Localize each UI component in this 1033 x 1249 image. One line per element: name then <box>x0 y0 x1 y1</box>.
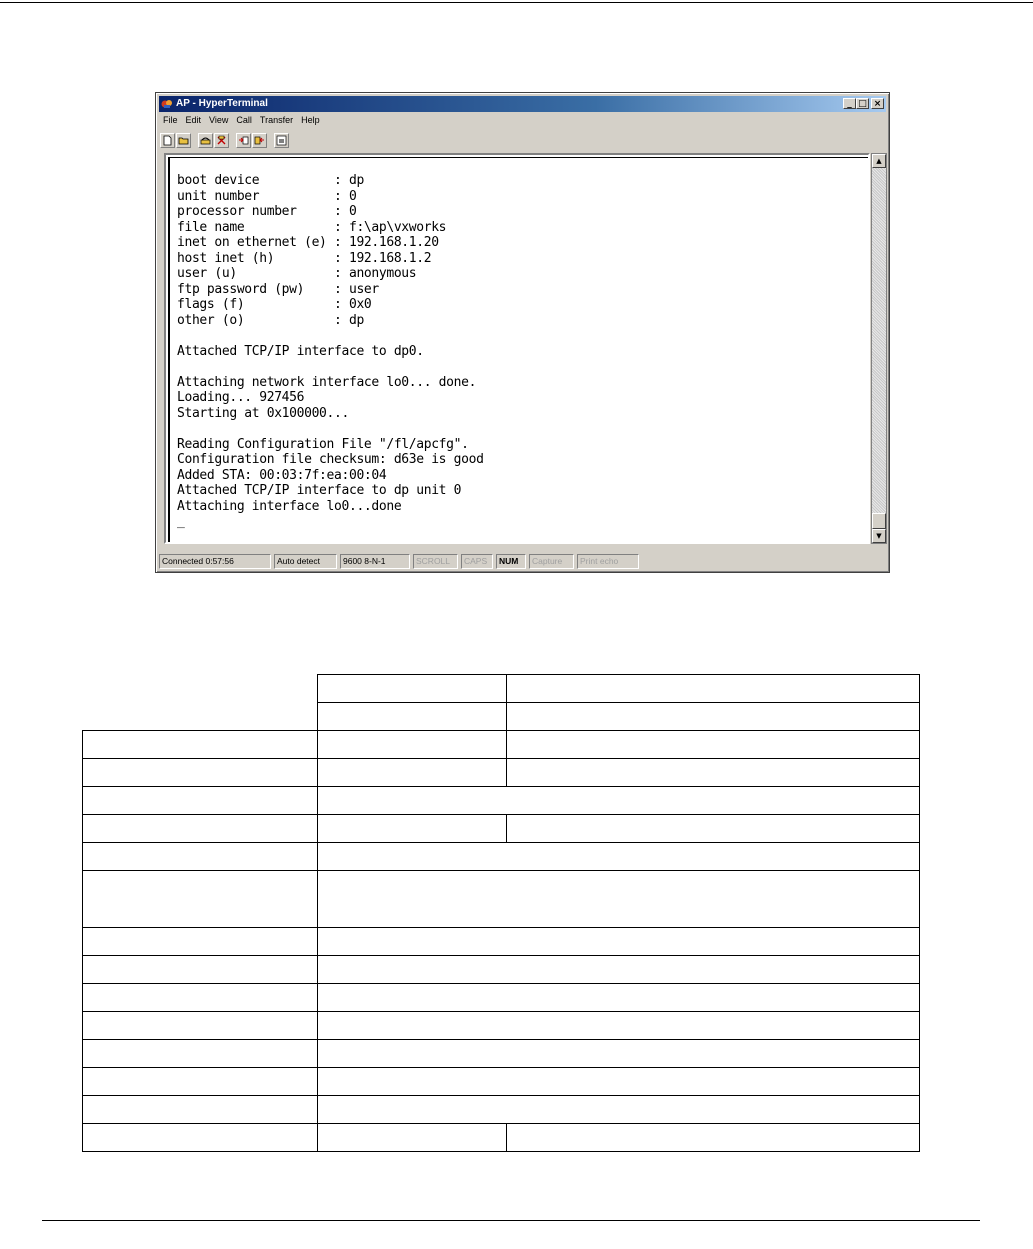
table-row <box>83 843 920 871</box>
table-cell <box>507 703 920 731</box>
terminal-line: inet on ethernet (e) : 192.168.1.20 <box>177 235 439 250</box>
table-cell <box>83 956 318 984</box>
table-cell <box>318 731 507 759</box>
terminal-line: Starting at 0x100000... <box>177 405 349 421</box>
dial-icon[interactable] <box>198 133 213 148</box>
table-cell <box>318 787 920 815</box>
terminal-line: host inet (h) : 192.168.1.2 <box>177 250 432 266</box>
menu-edit[interactable]: Edit <box>185 115 202 125</box>
table-cell <box>507 759 920 787</box>
status-num: NUM <box>496 554 526 569</box>
menu-file[interactable]: File <box>163 115 178 125</box>
table-cell <box>318 984 920 1012</box>
table-row <box>83 984 920 1012</box>
send-icon[interactable] <box>236 133 251 148</box>
terminal-line: Reading Configuration File "/fl/apcfg". <box>177 436 469 452</box>
title-bar[interactable] <box>159 96 886 112</box>
close-icon[interactable]: × <box>871 98 884 109</box>
table-cell <box>83 843 318 871</box>
terminal-line: ftp password (pw) : user <box>177 281 379 297</box>
terminal-line: Attaching interface lo0...done <box>177 498 402 514</box>
table-cell <box>318 1040 920 1068</box>
table-row <box>83 871 920 928</box>
table-row <box>83 815 920 843</box>
table-row <box>83 1040 920 1068</box>
menu-view[interactable]: View <box>209 115 229 125</box>
terminal-line: _ <box>177 514 185 529</box>
terminal-line: other (o) : dp <box>177 312 364 328</box>
status-capture: Capture <box>529 554 574 569</box>
table-cell <box>83 1068 318 1096</box>
table-cell <box>318 956 920 984</box>
table-cell <box>83 871 318 928</box>
open-icon[interactable] <box>176 133 191 148</box>
menu-bar <box>160 113 321 127</box>
scroll-up-icon[interactable]: ▲ <box>872 154 886 168</box>
table-cell <box>318 871 920 928</box>
table-cell <box>318 1096 920 1124</box>
table-cell <box>318 759 507 787</box>
terminal-line: flags (f) : 0x0 <box>177 297 372 312</box>
table-cell <box>83 1040 318 1068</box>
table-cell <box>83 928 318 956</box>
terminal-line: Attached TCP/IP interface to dp unit 0 <box>177 483 462 498</box>
window-title: AP - HyperTerminal <box>176 98 268 109</box>
terminal-line: unit number : 0 <box>177 188 357 204</box>
table-cell <box>83 787 318 815</box>
terminal-output <box>177 173 484 530</box>
table-row <box>83 703 920 731</box>
table-cell <box>318 928 920 956</box>
hyperterminal-icon <box>161 98 173 110</box>
table-cell <box>318 675 507 703</box>
table-cell <box>507 1124 920 1152</box>
terminal-screen[interactable] <box>164 153 870 544</box>
table-cell <box>83 731 318 759</box>
table-cell <box>83 1124 318 1152</box>
table-cell <box>318 1124 507 1152</box>
table-cell <box>318 815 507 843</box>
properties-icon[interactable] <box>274 133 289 148</box>
menu-help[interactable]: Help <box>301 115 320 125</box>
table-cell <box>318 1012 920 1040</box>
menu-transfer[interactable]: Transfer <box>259 115 294 125</box>
scroll-thumb[interactable] <box>872 513 886 529</box>
terminal-line: Configuration file checksum: d63e is good <box>177 452 484 467</box>
minimize-icon[interactable]: _ <box>843 98 856 109</box>
table-row <box>83 731 920 759</box>
status-bar <box>159 554 886 569</box>
terminal-line: Added STA: 00:03:7f:ea:00:04 <box>177 467 387 483</box>
status-connected: Connected 0:57:56 <box>159 554 271 569</box>
table-row <box>83 1068 920 1096</box>
table-cell <box>83 984 318 1012</box>
table-cell <box>83 759 318 787</box>
table-cell <box>507 815 920 843</box>
table-row <box>83 1012 920 1040</box>
table-cell <box>318 703 507 731</box>
status-print-echo: Print echo <box>577 554 639 569</box>
terminal-line: boot device : dp <box>177 173 364 188</box>
table-cell <box>318 1068 920 1096</box>
table-cell <box>83 815 318 843</box>
table-cell <box>318 843 920 871</box>
table-cell <box>507 731 920 759</box>
table-row <box>83 1124 920 1152</box>
terminal-line: Attached TCP/IP interface to dp0. <box>177 343 424 359</box>
table-row <box>83 787 920 815</box>
new-icon[interactable] <box>160 133 175 148</box>
status-detect: Auto detect <box>274 554 337 569</box>
status-scroll: SCROLL <box>413 554 458 569</box>
hyperterminal-window <box>155 92 890 573</box>
toolbar <box>160 130 885 150</box>
empty-table <box>82 674 920 1152</box>
receive-icon[interactable] <box>252 133 267 148</box>
status-caps: CAPS <box>461 554 493 569</box>
top-rule <box>0 2 1033 3</box>
terminal-line: file name : f:\ap\vxworks <box>177 219 447 235</box>
vertical-scrollbar[interactable] <box>871 153 887 544</box>
maximize-icon[interactable]: □ <box>856 98 869 109</box>
scroll-down-icon[interactable]: ▼ <box>872 529 886 543</box>
table-row <box>83 956 920 984</box>
table-cell <box>507 675 920 703</box>
table-row <box>83 759 920 787</box>
terminal-line: processor number : 0 <box>177 204 357 219</box>
table-row <box>83 675 920 703</box>
terminal-line: Loading... 927456 <box>177 390 305 405</box>
terminal-line: Attaching network interface lo0... done. <box>177 374 477 390</box>
bottom-rule <box>42 1220 980 1221</box>
table-cell <box>83 1096 318 1124</box>
table-row <box>83 1096 920 1124</box>
menu-call[interactable]: Call <box>236 115 252 125</box>
disconnect-icon[interactable] <box>214 133 229 148</box>
table-row <box>83 928 920 956</box>
status-settings: 9600 8-N-1 <box>340 554 410 569</box>
terminal-line: user (u) : anonymous <box>177 266 417 281</box>
table-cell <box>83 1012 318 1040</box>
